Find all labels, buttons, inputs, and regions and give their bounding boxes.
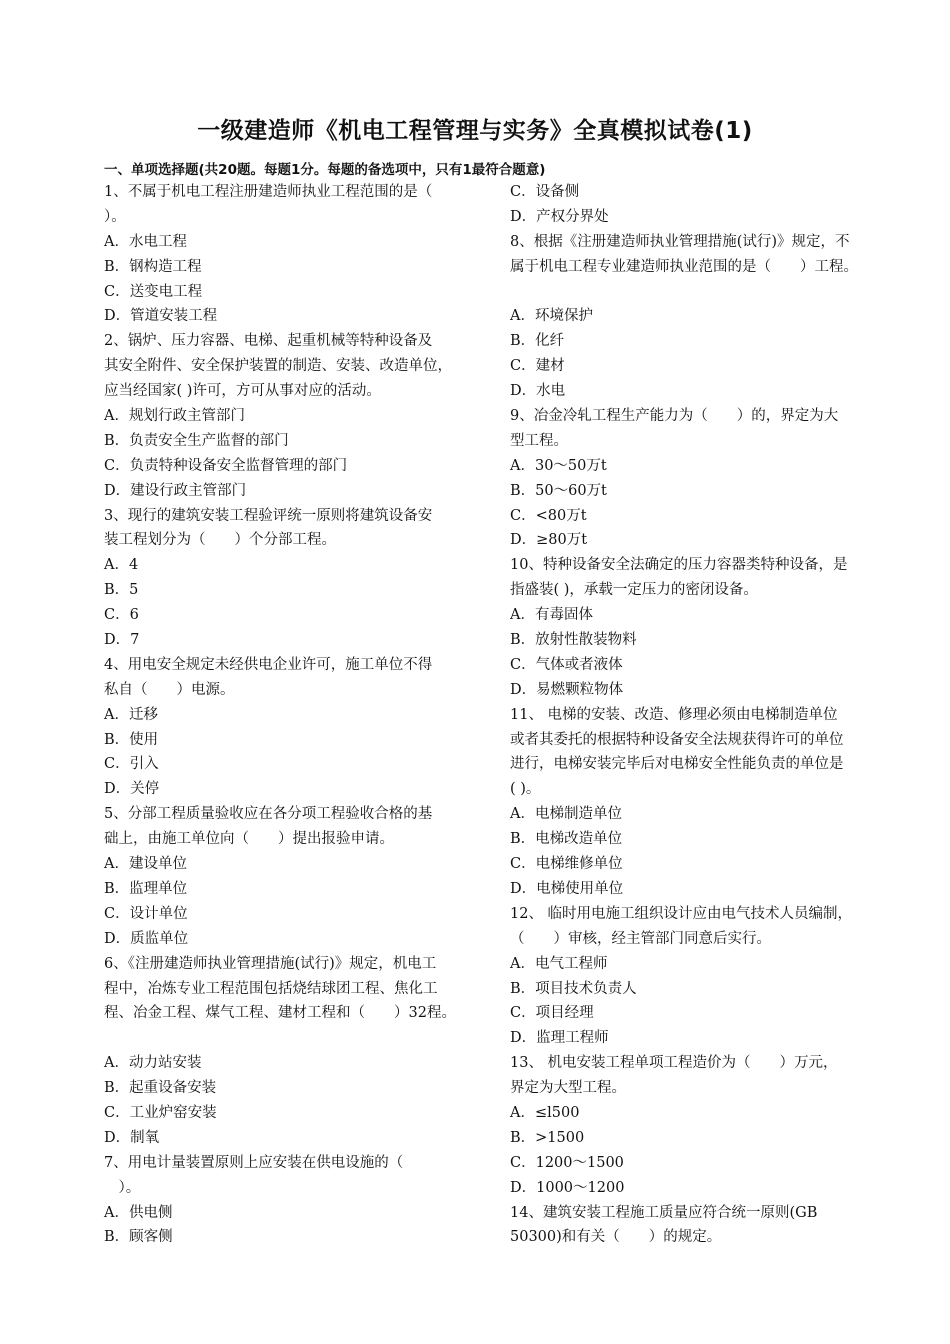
question-text-line: 其安全附件、安全保护装置的制造、安装、改造单位， bbox=[104, 358, 452, 375]
page-title: 一级建造师《机电工程管理与实务》全真模拟试卷(1) bbox=[197, 118, 753, 144]
answer-option: B．顾客侧 bbox=[104, 1229, 173, 1246]
answer-option: A．有毒固体 bbox=[510, 607, 593, 624]
answer-option: B．5 bbox=[104, 582, 139, 599]
section-heading: 一、单项选择题(共20题。每题1分。每题的备选项中，只有1最符合题意) bbox=[104, 162, 546, 178]
question-text-line: ）。 bbox=[104, 1179, 141, 1196]
answer-option: B．放射性散装物料 bbox=[510, 632, 637, 649]
answer-option: C．负责特种设备安全监督管理的部门 bbox=[104, 457, 348, 474]
question-text-line: 础上，由施工单位向（ ）提出报验申请。 bbox=[104, 831, 394, 848]
question-text-line: （ ）审核，经主管部门同意后实行。 bbox=[510, 930, 771, 947]
answer-option: D．水电 bbox=[510, 383, 566, 400]
answer-option: B．监理单位 bbox=[104, 880, 188, 897]
answer-option: C．工业炉窑安装 bbox=[104, 1104, 217, 1121]
answer-option: C．<80万t bbox=[510, 507, 587, 524]
answer-option: D．制氧 bbox=[104, 1129, 160, 1146]
answer-option: B．负责安全生产监督的部门 bbox=[104, 432, 289, 449]
answer-option: C．1200～1500 bbox=[510, 1154, 624, 1171]
question-text-line: 或者其委托的根据特种设备安全法规获得许可的单位 bbox=[510, 731, 844, 748]
answer-option: A．电梯制造单位 bbox=[510, 806, 622, 823]
answer-option: A．环境保护 bbox=[510, 308, 593, 325]
question-text-line: 私自（ ）电源。 bbox=[104, 681, 235, 698]
question-text-line: 9、冶金冷轧工程生产能力为（ ）的，界定为大 bbox=[510, 408, 839, 425]
answer-option: A．4 bbox=[104, 557, 139, 574]
answer-option: B．>1500 bbox=[510, 1129, 585, 1146]
answer-option: C．送变电工程 bbox=[104, 283, 203, 300]
answer-option: A．建设单位 bbox=[104, 856, 187, 873]
answer-option: B．化纤 bbox=[510, 333, 565, 350]
blank-line bbox=[510, 280, 892, 305]
answer-option: B．起重设备安装 bbox=[104, 1080, 217, 1097]
question-text-line: 3、现行的建筑安装工程验评统一原则将建筑设备安 bbox=[104, 507, 433, 524]
question-text-line: 10、特种设备安全法确定的压力容器类特种设备，是 bbox=[510, 557, 848, 574]
answer-option: B．钢构造工程 bbox=[104, 258, 202, 275]
answer-option: D．≥80万t bbox=[510, 532, 588, 549]
question-text-line: 6、《注册建造师执业管理措施(试行)》规定，机电工 bbox=[104, 955, 437, 972]
answer-option: D．管道安装工程 bbox=[104, 308, 218, 325]
question-text-line: 4、用电安全规定未经供电企业许可，施工单位不得 bbox=[104, 656, 433, 673]
answer-option: A．30～50万t bbox=[510, 457, 607, 474]
question-text-line: 装工程划分为（ ）个分部工程。 bbox=[104, 532, 336, 549]
answer-option: B．使用 bbox=[104, 731, 159, 748]
answer-option: D．电梯使用单位 bbox=[510, 880, 624, 897]
question-text-line: 程、冶金工程、煤气工程、建材工程和（ ）32程。 bbox=[104, 1005, 456, 1022]
question-text-line: 型工程。 bbox=[510, 432, 568, 449]
blank-line bbox=[104, 1026, 482, 1051]
question-text-line: 属于机电工程专业建造师执业范围的是（ ）工程。 bbox=[510, 258, 858, 275]
question-text-line: 5、分部工程质量验收应在各分项工程验收合格的基 bbox=[104, 806, 433, 823]
answer-option: B．项目技术负责人 bbox=[510, 980, 637, 997]
answer-option: A．电气工程师 bbox=[510, 955, 608, 972]
question-text-line: 11、 电梯的安装、改造、修理必须由电梯制造单位 bbox=[510, 706, 838, 723]
answer-option: C．设计单位 bbox=[104, 905, 188, 922]
question-text-line: ）。 bbox=[104, 208, 126, 225]
answer-option: D．易燃颗粒物体 bbox=[510, 681, 624, 698]
answer-option: D．产权分界处 bbox=[510, 208, 609, 225]
answer-option: D．监理工程师 bbox=[510, 1030, 609, 1047]
answer-option: D．关停 bbox=[104, 781, 160, 798]
answer-option: C．引入 bbox=[104, 756, 159, 773]
question-text-line: 7、用电计量装置原则上应安装在供电设施的（ bbox=[104, 1154, 404, 1171]
answer-option: C．建材 bbox=[510, 358, 565, 375]
answer-option: B．50～60万t bbox=[510, 482, 607, 499]
question-text-line: 应当经国家( )许可，方可从事对应的活动。 bbox=[104, 383, 381, 400]
answer-option: A．动力站安装 bbox=[104, 1055, 202, 1072]
question-text-line: 2、锅炉、压力容器、电梯、起重机械等特种设备及 bbox=[104, 333, 433, 350]
answer-option: A．水电工程 bbox=[104, 233, 187, 250]
question-text-line: 进行，电梯安装完毕后对电梯安全性能负责的单位是 bbox=[510, 756, 844, 773]
answer-option: A．迁移 bbox=[104, 706, 158, 723]
answer-option: D．建设行政主管部门 bbox=[104, 482, 247, 499]
question-text-line: 1、不属于机电工程注册建造师执业工程范围的是（ bbox=[104, 184, 433, 200]
answer-option: A．规划行政主管部门 bbox=[104, 408, 245, 425]
answer-option: A．≤l500 bbox=[510, 1104, 580, 1121]
answer-option: D．7 bbox=[104, 632, 140, 649]
left-column bbox=[104, 180, 482, 1250]
question-text-line: 界定为大型工程。 bbox=[510, 1080, 626, 1097]
answer-option: C．设备侧 bbox=[510, 184, 580, 200]
question-text-line: 程中，冶炼专业工程范围包括烧结球团工程、焦化工 bbox=[104, 980, 438, 997]
answer-option: D．1000～1200 bbox=[510, 1179, 625, 1196]
answer-option: C．气体或者液体 bbox=[510, 656, 623, 673]
question-text-line: 8、根据《注册建造师执业管理措施(试行)》规定，不 bbox=[510, 233, 850, 250]
question-text-line: 14、建筑安装工程施工质量应符合统一原则(GB bbox=[510, 1204, 818, 1221]
answer-option: C．电梯维修单位 bbox=[510, 856, 623, 873]
question-text-line: ( )。 bbox=[510, 781, 541, 798]
answer-option: D．质监单位 bbox=[104, 930, 189, 947]
question-text-line: 12、 临时用电施工组织设计应由电气技术人员编制， bbox=[510, 905, 853, 922]
right-column bbox=[510, 180, 892, 1250]
answer-option: A．供电侧 bbox=[104, 1204, 173, 1221]
answer-option: C．项目经理 bbox=[510, 1005, 594, 1022]
answer-option: C．6 bbox=[104, 607, 139, 624]
question-text-line: 50300)和有关（ ）的规定。 bbox=[510, 1229, 722, 1246]
answer-option: B．电梯改造单位 bbox=[510, 831, 623, 848]
question-text-line: 13、 机电安装工程单项工程造价为（ ）万元， bbox=[510, 1055, 838, 1072]
question-text-line: 指盛装( )，承载一定压力的密闭设备。 bbox=[510, 582, 758, 599]
